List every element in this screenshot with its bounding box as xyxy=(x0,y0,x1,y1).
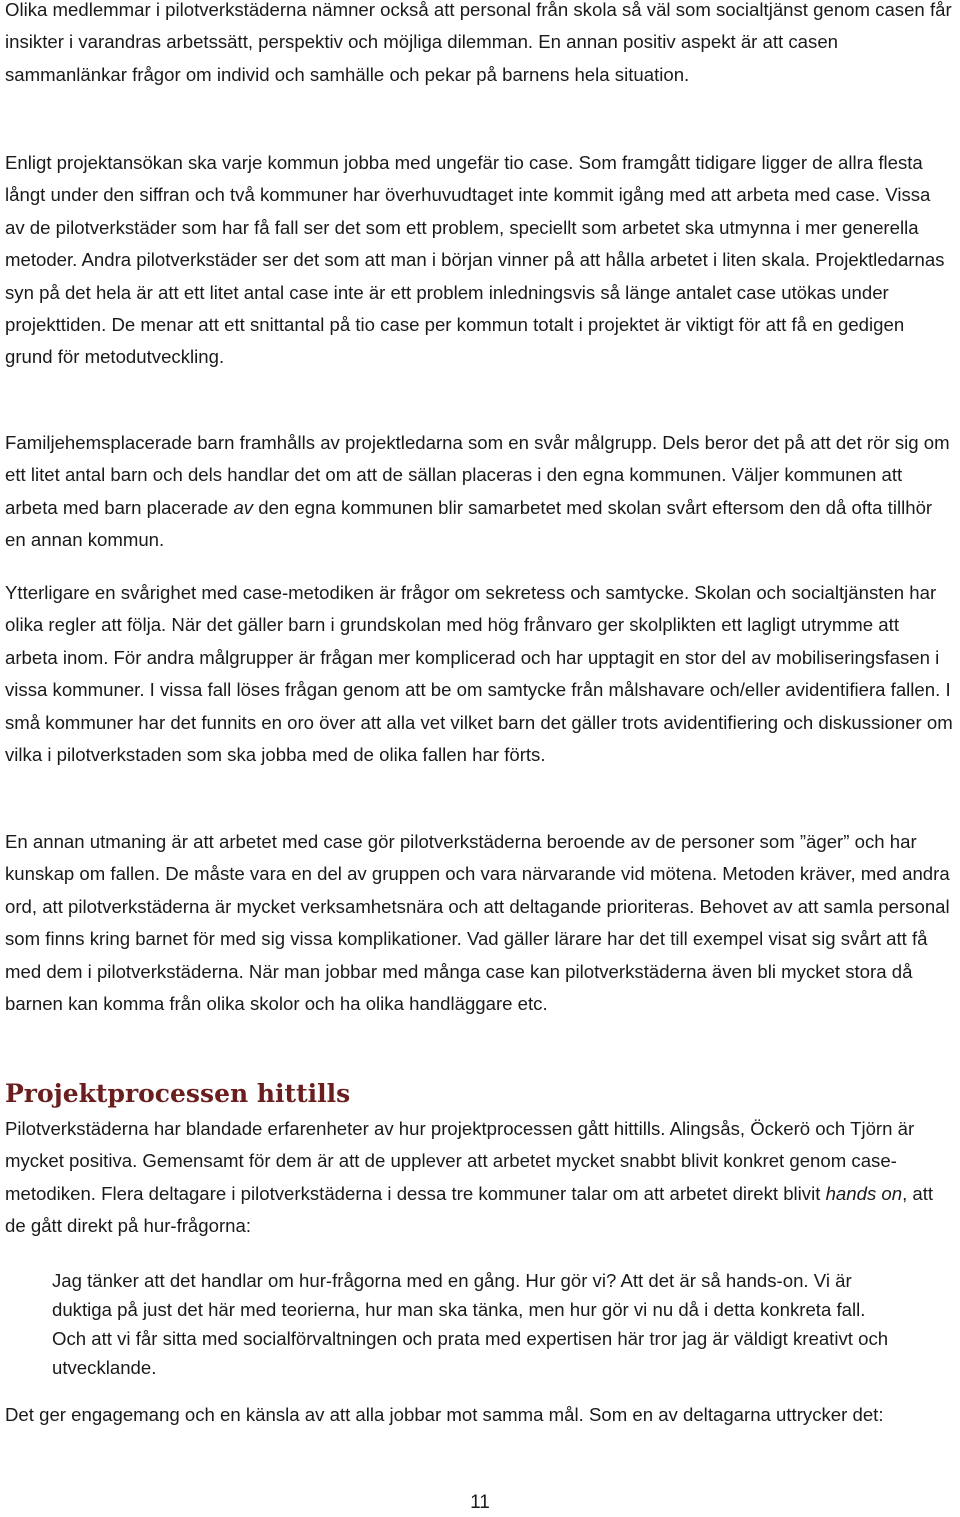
page-number: 11 xyxy=(470,1492,490,1513)
emphasis-hands-on: hands on xyxy=(825,1182,903,1204)
block-quote: Jag tänker att det handlar om hur-frågorna med en gång. Hur gör vi? Att det är så hands-on. Vi är duktiga på just det här med teorierna, hur man ska tänka, men hur gör vi nu då i detta konkreta fall. Och att vi får sitta med socialförvaltningen och prata med expertisen här tror jag är väldigt kreativt och utvecklande. xyxy=(52,1270,889,1378)
paragraph-projektansokan: Enligt projektansökan ska varje kommun jobba med ungefär tio case. Som framgått tidigare ligger de allra flesta långt under den siffran och två kommuner har överhuvudtaget inte kommit igång med att arbeta med case. Vissa av de pilotverkstäder som har få fall ser det som ett problem, speciellt som arbetet ska utmynna i mer generella metoder. Andra pilotverkstäder ser det som att man i början vinner på att hålla arbetet i liten skala. Projektledarnas syn på det hela är att ett litet antal case inte är ett problem inledningsvis så länge antalet case utökas under projekttiden. De menar att ett snittantal på tio case per kommun totalt i projektet är viktigt för att få en gedigen grund för metodutveckling. xyxy=(5,152,945,368)
paragraph-utmaning: En annan utmaning är att arbetet med case gör pilotverkstäderna beroende av de personer som ”äger” och har kunskap om fallen. De måste vara en del av gruppen och vara närvarande vid mötena. Metoden kräver, med andra ord, att pilotverkstäderna är mycket verksamhetsnära och att deltagande prioriteras. Behovet av att samla personal som finns kring barnet för med sig vissa komplikationer. Vad gäller lärare har det till exempel visat sig svårt att få med dem i pilotverkstäderna. När man jobbar med många case kan pilotverkstäderna även bli mycket stora då barnen kan komma från olika skolor och ha olika handläggare etc. xyxy=(5,831,950,1015)
text-segment: , att de gått direkt på hur-frågorna: xyxy=(5,1182,934,1237)
emphasis-av: av xyxy=(233,496,254,518)
section-heading: Projektprocessen hittills xyxy=(5,1079,351,1108)
paragraph-engagemang: Det ger engagemang och en känsla av att alla jobbar mot samma mål. Som en av deltagarna uttrycker det: xyxy=(5,1404,884,1425)
paragraph-projektprocessen xyxy=(5,1113,955,1243)
text-segment: den egna kommunen blir samarbetet med skolan svårt eftersom den då ofta tillhör en annan kommun. xyxy=(5,496,933,551)
paragraph-casen-insikter: Olika medlemmar i pilotverkstäderna nämner också att personal från skola så väl som socialtjänst genom casen får insikter i varandras arbetssätt, perspektiv och möjliga dilemman. En annan positiv aspekt är att casen sammanlänkar frågor om individ och samhälle och pekar på barnens hela situation. xyxy=(5,0,952,85)
text-segment: Pilotverkstäderna har blandade erfarenheter av hur projektprocessen gått hittills. Alingsås, Öckerö och Tjörn är mycket positiva. Gemensamt för dem är att de upplever att arbetet mycket snabbt blivit konkret genom case-metodiken. Flera deltagare i pilotverkstäderna i dessa tre kommuner talar om att arbetet direkt blivit xyxy=(5,1118,915,1204)
text-segment: Familjehemsplacerade barn framhålls av projektledarna som en svår målgrupp. Dels beror det på att det rör sig om ett litet antal barn och dels handlar det om att de sällan placeras i den egna kommunen. Väljer kommunen att arbeta med barn placerade xyxy=(5,432,950,518)
paragraph-sekretess-samtycke: Ytterligare en svårighet med case-metodiken är frågor om sekretess och samtycke. Skolan och socialtjänsten har olika regler att följa. När det gäller barn i grundskolan med hög frånvaro ger skolplikten ett lagligt utrymme att arbeta inom. För andra målgrupper är frågan mer komplicerad och har upptagit en stor del av mobiliseringsfasen i vissa kommuner. I vissa fall löses frågan genom att be om samtycke från målshavare och/eller avidentifiera fallen. I små kommuner har det funnits en oro över att alla vet vilket barn det gäller trots avidentifiering och diskussioner om vilka i pilotverkstaden som ska jobba med de olika fallen har förts. xyxy=(5,582,953,766)
paragraph-familjehemsplacerade xyxy=(5,427,955,557)
